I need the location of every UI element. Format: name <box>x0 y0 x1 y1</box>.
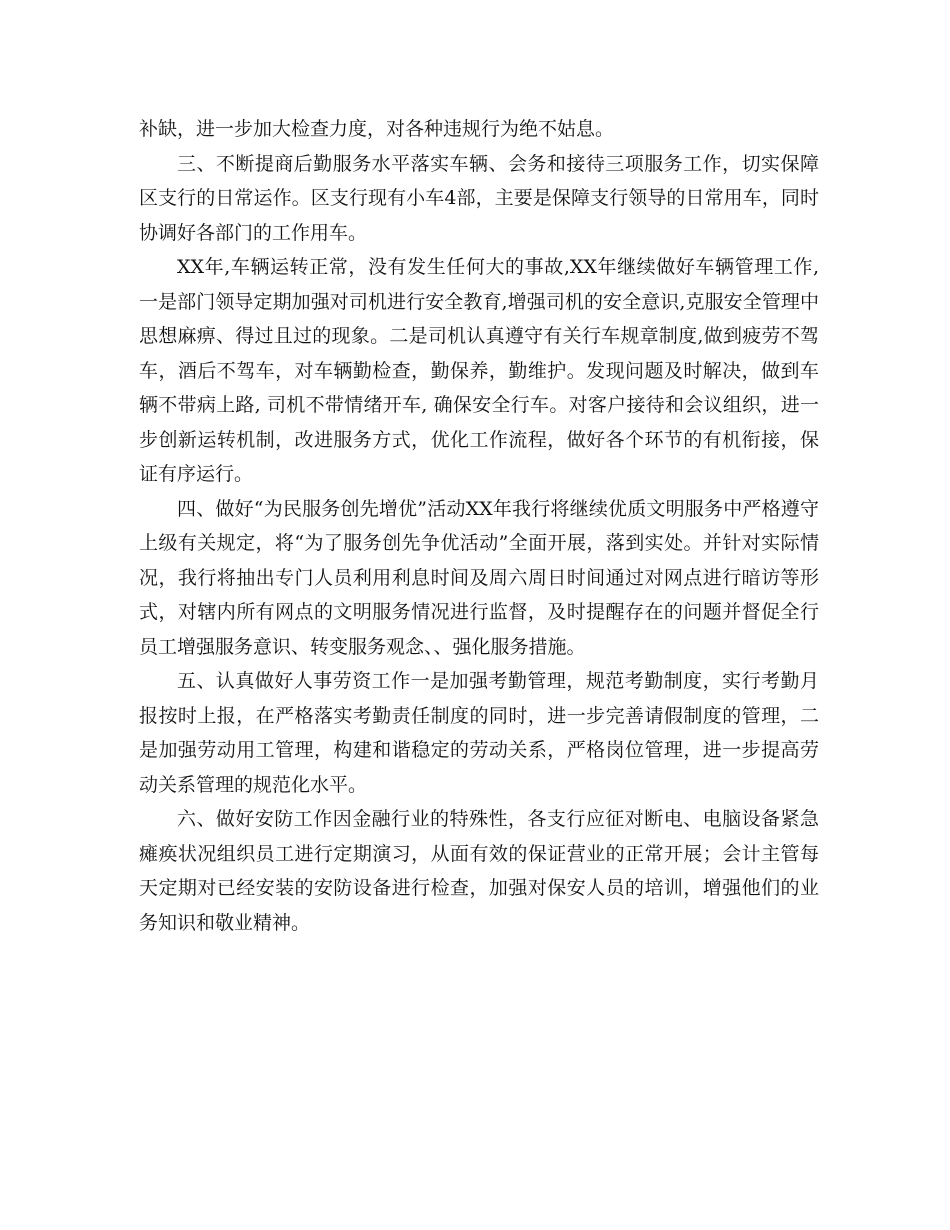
paragraph-section-3: 三、不断提商后勤服务水平落实车辆、会务和接待三项服务工作，切实保障区支行的日常运作。区支行现有小车4部，主要是保障支行领导的日常用车，同时协调好各部门的工作用车。 <box>139 152 819 244</box>
document-body <box>139 112 819 940</box>
paragraph-section-6: 六、做好安防工作因金融行业的特殊性，各支行应征对断电、电脑设备紧急瘫痪状况组织员工进行定期演习，从面有效的保证营业的正常开展；会计主管每天定期对已经安装的安防设备进行检查，加强对保安人员的培训，增强他们的业务知识和敬业精神。 <box>139 808 819 934</box>
paragraph-section-4: 四、做好“为民服务创先增优”活动XX年我行将继续优质文明服务中严格遵守上级有关规定，将“为了服务创先争优活动”全面开展，落到实处。并针对实际情况，我行将抽出专门人员利用利息时间及周六周日时间通过对网点进行暗访等形式，对辖内所有网点的文明服务情况进行监督，及时提醒存在的问题并督促全行员工增强服务意识、转变服务观念、、强化服务措施。 <box>139 497 819 658</box>
paragraph-section-5: 五、认真做好人事劳资工作一是加强考勤管理，规范考勤制度，实行考勤月报按时上报，在严格落实考勤责任制度的同时，进一步完善请假制度的管理，二是加强劳动用工管理，构建和谐稳定的劳动关系，严格岗位管理，进一步提高劳动关系管理的规范化水平。 <box>139 670 819 796</box>
paragraph-vehicle-management: XX年,车辆运转正常，没有发生任何大的事故,XX年继续做好车辆管理工作,一是部门领导定期加强对司机进行安全教育,增强司机的安全意识,克服安全管理中思想麻痹、得过且过的现象。二是司机认真遵守有关行车规章制度,做到疲劳不驾车，酒后不驾车，对车辆勤检查，勤保养，勤维护。发现问题及时解决，做到车辆不带病上路, 司机不带情绪开车, 确保安全行车。对客户接待和会议组织，进一步创新运转机制，改进服务方式，优化工作流程，做好各个环节的有机衔接，保证有序运行。 <box>139 256 819 485</box>
paragraph-continuation: 补缺，进一步加大检查力度，对各种违规行为绝不姑息。 <box>139 118 615 140</box>
